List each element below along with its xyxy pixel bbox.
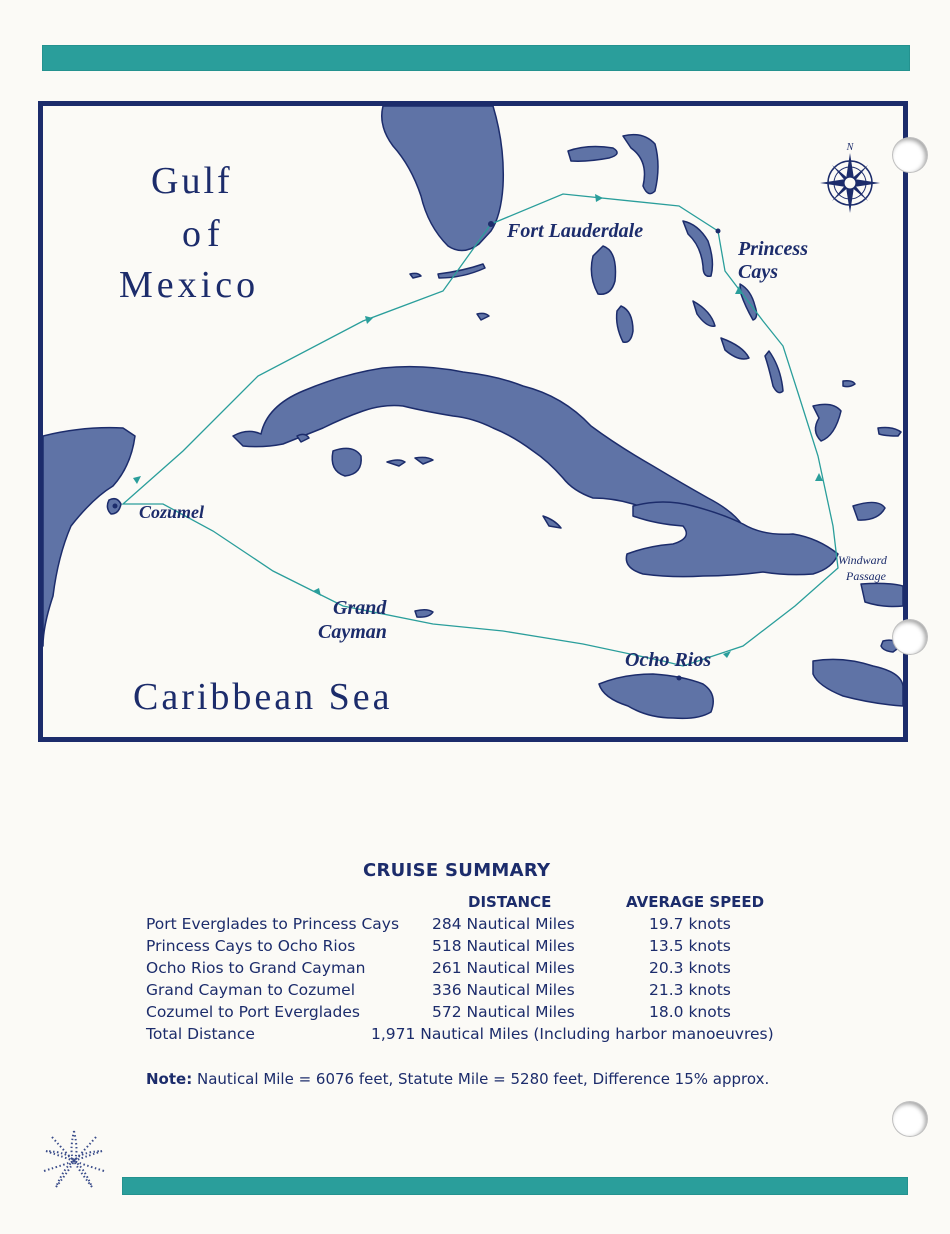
row-speed: 21.3 knots bbox=[649, 981, 731, 999]
table-row bbox=[146, 1003, 826, 1025]
summary-title: CRUISE SUMMARY bbox=[363, 860, 551, 881]
small-islands-east bbox=[878, 428, 901, 437]
grand-cayman-island bbox=[415, 610, 433, 617]
row-route: Port Everglades to Princess Cays bbox=[146, 915, 400, 933]
compass-rose-icon bbox=[820, 142, 880, 213]
fort-lauderdale-label: Fort Lauderdale bbox=[507, 220, 644, 242]
row-route: Cozumel to Port Everglades bbox=[146, 1003, 360, 1021]
grand-bahama bbox=[568, 147, 617, 162]
isla-de-la-juventud bbox=[332, 448, 361, 476]
conversion-note bbox=[146, 1070, 769, 1088]
total-label: Total Distance bbox=[146, 1025, 255, 1043]
caribbean-label: Caribbean Sea bbox=[133, 676, 393, 718]
eleuthera-island bbox=[683, 221, 712, 276]
top-decorative-stripe bbox=[42, 45, 910, 71]
route-arrow-6 bbox=[133, 476, 141, 484]
note-text: Nautical Mile = 6076 feet, Statute Mile = 5280 feet, Difference 15% approx. bbox=[192, 1070, 770, 1088]
grand-cayman-label-line1: Grand bbox=[333, 597, 387, 619]
gulf-label-line1: Gulf bbox=[151, 160, 233, 202]
row-distance: 336 Nautical Miles bbox=[432, 981, 575, 999]
windward-label-line1: Windward bbox=[838, 553, 887, 567]
inagua-island bbox=[853, 502, 885, 520]
table-row bbox=[146, 937, 826, 959]
note-label: Note: bbox=[146, 1070, 193, 1088]
port-princess-cays-dot bbox=[716, 229, 721, 234]
table-row bbox=[146, 959, 826, 981]
cuba-cays-b bbox=[415, 457, 433, 464]
table-row bbox=[146, 981, 826, 1003]
jamaica-island bbox=[599, 674, 713, 718]
gulf-islet-b bbox=[477, 313, 489, 320]
route-arrow-1 bbox=[595, 194, 603, 202]
long-island bbox=[765, 351, 783, 393]
map-canvas bbox=[43, 106, 903, 737]
binder-hole-top bbox=[893, 138, 927, 172]
row-speed: 13.5 knots bbox=[649, 937, 731, 955]
andros-island bbox=[591, 246, 615, 294]
gulf-label-line3: Mexico bbox=[119, 264, 260, 306]
andros-south bbox=[617, 306, 633, 342]
row-speed: 20.3 knots bbox=[649, 959, 731, 977]
row-distance: 284 Nautical Miles bbox=[432, 915, 575, 933]
total-distance-row bbox=[146, 1025, 826, 1047]
cuba-cays-a bbox=[387, 460, 405, 466]
abaco-island bbox=[623, 135, 658, 194]
ocho-rios-label: Ocho Rios bbox=[625, 649, 712, 671]
port-ocho-rios-dot bbox=[677, 676, 682, 681]
cuba-cays-d bbox=[297, 434, 309, 442]
port-cozumel-dot bbox=[113, 504, 118, 509]
bottom-decorative-stripe bbox=[122, 1177, 908, 1195]
row-distance: 572 Nautical Miles bbox=[432, 1003, 575, 1021]
eastern-island-south bbox=[813, 659, 903, 706]
cozumel-label: Cozumel bbox=[139, 502, 205, 522]
florida-landmass bbox=[382, 106, 504, 251]
exuma-chain bbox=[693, 301, 715, 326]
puerto-rico bbox=[861, 583, 903, 606]
windward-label-line2: Passage bbox=[846, 569, 886, 583]
speed-column-header: AVERAGE SPEED bbox=[626, 893, 765, 911]
grand-cayman-label-line2: Cayman bbox=[318, 621, 387, 643]
distance-column-header: DISTANCE bbox=[468, 893, 552, 911]
binder-hole-bottom bbox=[893, 1102, 927, 1136]
princess-label-line2: Cays bbox=[738, 261, 778, 283]
binder-hole-middle bbox=[893, 620, 927, 654]
total-value: 1,971 Nautical Miles (Including harbor manoeuvres) bbox=[371, 1025, 774, 1043]
row-route: Grand Cayman to Cozumel bbox=[146, 981, 356, 999]
cuba-cays-c bbox=[543, 516, 561, 528]
table-row bbox=[146, 915, 826, 937]
gulf-label-line2: of bbox=[182, 213, 226, 255]
row-route: Princess Cays to Ocho Rios bbox=[146, 937, 356, 955]
mayaguana bbox=[843, 381, 855, 387]
starburst-logo-icon bbox=[38, 1125, 110, 1197]
princess-label-line1: Princess bbox=[738, 238, 808, 260]
row-distance: 518 Nautical Miles bbox=[432, 937, 575, 955]
row-speed: 18.0 knots bbox=[649, 1003, 731, 1021]
port-fort-lauderdale-dot bbox=[488, 221, 494, 227]
compass-north-label: N bbox=[846, 142, 854, 153]
row-route: Ocho Rios to Grand Cayman bbox=[146, 959, 366, 977]
row-distance: 261 Nautical Miles bbox=[432, 959, 575, 977]
ragged-island bbox=[721, 338, 749, 359]
turks-caicos bbox=[813, 404, 841, 441]
yucatan-peninsula bbox=[43, 428, 135, 646]
gulf-islet-a bbox=[410, 273, 421, 278]
row-speed: 19.7 knots bbox=[649, 915, 731, 933]
caribbean-route-map bbox=[38, 101, 908, 742]
